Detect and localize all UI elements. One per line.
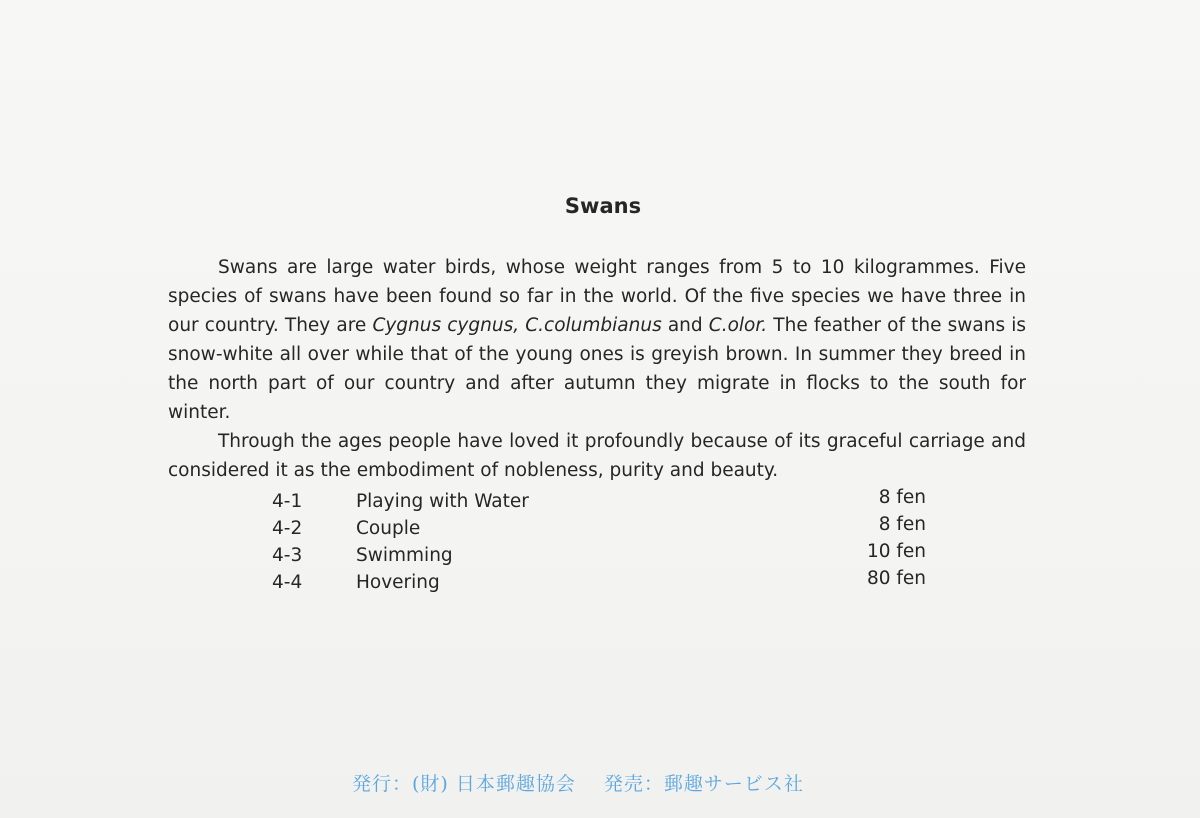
paragraph-1-conj: and <box>661 315 709 336</box>
stamp-list <box>272 487 926 599</box>
stamp-row <box>272 568 926 599</box>
paragraph-1-tail: The feather of the swans is snow-white all over while that of the young ones is greyish brown. In summer they breed in the north part of our country and after autumn they migrate in flocks to the south for winter. <box>168 315 1026 423</box>
stamp-value: 80 fen <box>866 568 926 589</box>
stamp-code: 4-2 <box>272 518 303 539</box>
document-title: Swans <box>564 194 642 218</box>
stamp-code: 4-1 <box>272 491 303 512</box>
seller-text: 発売：郵趣サービス社 <box>603 773 804 795</box>
stamp-value: 8 fen <box>878 514 926 535</box>
description-text <box>168 253 1026 485</box>
stamp-value: 10 fen <box>866 541 926 562</box>
stamp-name: Hovering <box>356 572 440 593</box>
publisher-text: 発行：(財) 日本郵趣協会 <box>352 773 576 795</box>
stamp-row <box>272 487 926 518</box>
stamp-name: Playing with Water <box>356 491 529 512</box>
stamp-name: Couple <box>356 518 421 539</box>
stamp-name: Swimming <box>356 545 453 566</box>
stamp-value: 8 fen <box>878 487 926 508</box>
species-name-olor: C.olor. <box>708 315 768 336</box>
stamp-row <box>272 514 926 545</box>
stamp-code: 4-3 <box>272 545 303 566</box>
publisher-footer <box>352 769 804 796</box>
paragraph-1-lead: Swans are large water birds, whose weight ranges from 5 to 10 kilogrammes. Five species of swans have been found so far in the world. Of the five species we have three in our country. They are <box>168 257 1026 336</box>
species-names: Cygnus cygnus, C.columbianus <box>372 315 662 336</box>
paragraph-1 <box>168 253 1026 427</box>
stamp-code: 4-4 <box>272 572 303 593</box>
paragraph-2: Through the ages people have loved it profoundly because of its graceful carriage and considered it as the embodiment of nobleness, purity and beauty. <box>168 431 1026 481</box>
stamp-row <box>272 541 926 572</box>
